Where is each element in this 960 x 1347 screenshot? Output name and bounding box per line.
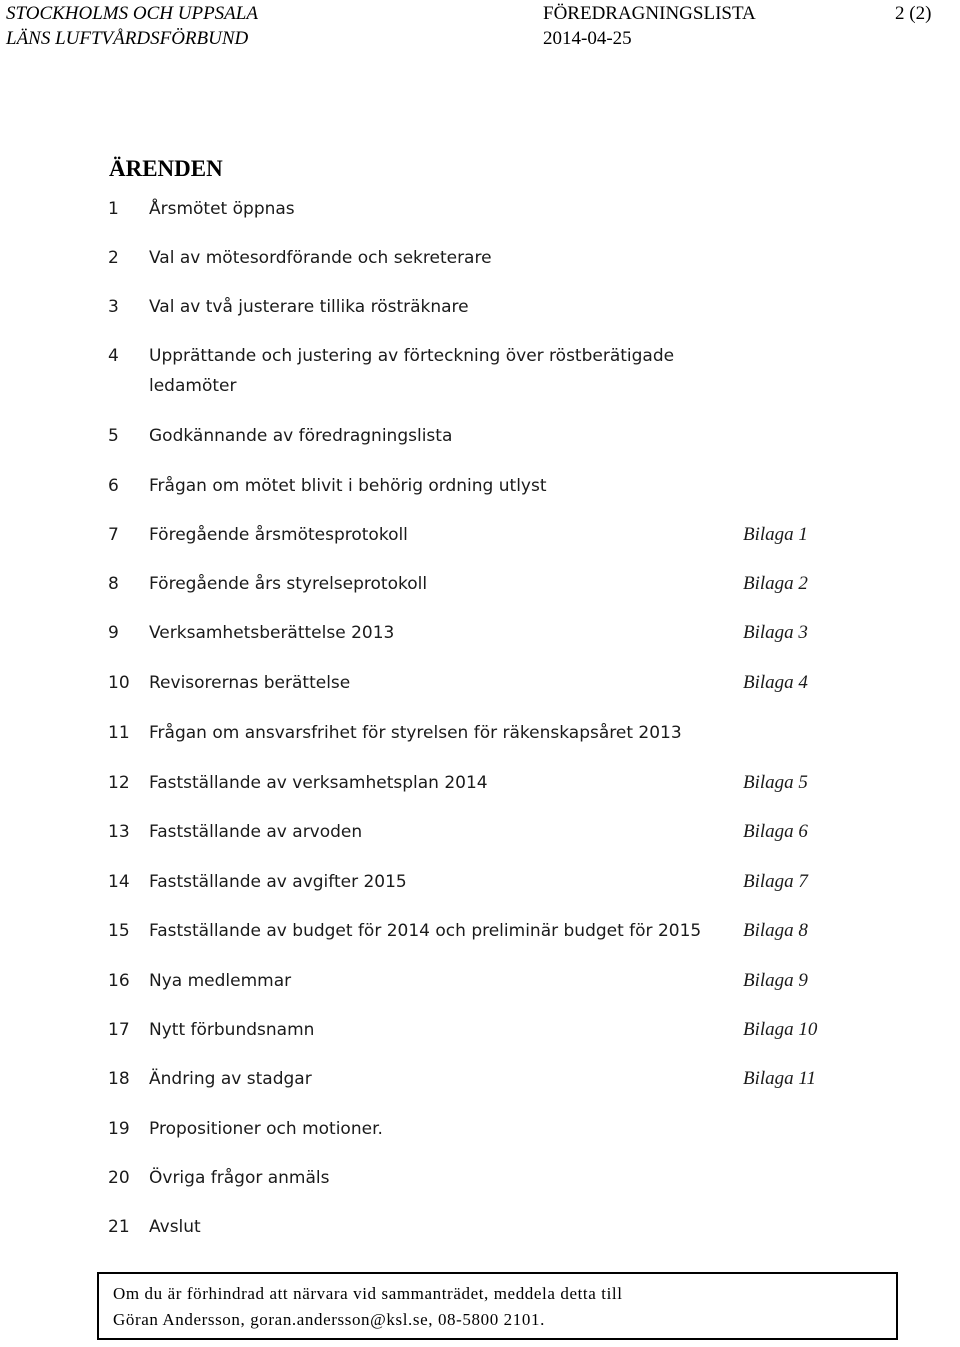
agenda-item-title: Övriga frågor anmäls — [149, 1168, 330, 1188]
agenda-item — [0, 421, 960, 451]
agenda-item-number: 16 — [108, 971, 130, 991]
agenda-item-title: Föregående års styrelseprotokoll — [149, 574, 428, 594]
agenda-item-title: Fastställande av budget för 2014 och preliminär budget för 2015 — [149, 921, 702, 941]
agenda-item-attachment: Bilaga 3 — [743, 622, 808, 643]
agenda-item-title: Fastställande av arvoden — [149, 822, 363, 842]
agenda-item-number: 11 — [108, 723, 130, 743]
agenda-item-title: Frågan om mötet blivit i behörig ordning utlyst — [149, 476, 547, 496]
agenda-item-title: Verksamhetsberättelse 2013 — [149, 623, 395, 643]
agenda-item-number: 2 — [108, 248, 119, 268]
agenda-item-attachment: Bilaga 5 — [743, 772, 808, 793]
agenda-item — [0, 768, 960, 798]
agenda-item — [0, 966, 960, 996]
org-name-line1: STOCKHOLMS OCH UPPSALA — [6, 3, 258, 24]
agenda-item-attachment: Bilaga 6 — [743, 821, 808, 842]
agenda-item-attachment: Bilaga 1 — [743, 524, 808, 545]
agenda-item-title: Föregående årsmötesprotokoll — [149, 525, 408, 545]
agenda-item-title: Godkännande av föredragningslista — [149, 426, 453, 446]
agenda-item-title: Fastställande av avgifter 2015 — [149, 872, 407, 892]
agenda-item-title: ledamöter — [149, 376, 237, 396]
agenda-item — [0, 916, 960, 946]
agenda-item-number: 6 — [108, 476, 119, 496]
org-name-line2: LÄNS LUFTVÅRDSFÖRBUND — [6, 28, 249, 49]
agenda-item-number: 1 — [108, 199, 119, 219]
agenda-item — [0, 292, 960, 322]
agenda-item-attachment: Bilaga 2 — [743, 573, 808, 594]
agenda-item-number: 5 — [108, 426, 119, 446]
agenda-item — [0, 718, 960, 748]
footer-note-box — [97, 1272, 898, 1340]
agenda-item-number: 17 — [108, 1020, 130, 1040]
agenda-item-attachment: Bilaga 8 — [743, 920, 808, 941]
agenda-item-number: 3 — [108, 297, 119, 317]
agenda-item-title: Ändring av stadgar — [149, 1069, 312, 1089]
agenda-item-title: Årsmötet öppnas — [149, 199, 295, 219]
agenda-item — [0, 194, 960, 224]
agenda-item-attachment: Bilaga 10 — [743, 1019, 818, 1040]
agenda-item-title: Frågan om ansvarsfrihet för styrelsen för räkenskapsåret 2013 — [149, 723, 682, 743]
agenda-item-attachment: Bilaga 7 — [743, 871, 808, 892]
agenda-item — [0, 867, 960, 897]
agenda-item — [0, 341, 960, 401]
agenda-item — [0, 1212, 960, 1242]
agenda-item-number: 20 — [108, 1168, 130, 1188]
agenda-item — [0, 618, 960, 648]
agenda-item-number: 9 — [108, 623, 119, 643]
agenda-item — [0, 1064, 960, 1094]
agenda-item — [0, 1015, 960, 1045]
section-heading: ÄRENDEN — [109, 156, 223, 181]
agenda-item-number: 13 — [108, 822, 130, 842]
agenda-item — [0, 817, 960, 847]
agenda-item-title: Nytt förbundsnamn — [149, 1020, 315, 1040]
agenda-item-number: 8 — [108, 574, 119, 594]
document-type: FÖREDRAGNINGSLISTA — [543, 3, 756, 24]
footer-note-line1: Om du är förhindrad att närvara vid sammanträdet, meddela detta till — [113, 1284, 623, 1303]
agenda-item-title: Upprättande och justering av förteckning över röstberätigade — [149, 346, 675, 366]
agenda-item — [0, 1163, 960, 1193]
agenda-item-number: 14 — [108, 872, 130, 892]
agenda-item-number: 18 — [108, 1069, 130, 1089]
agenda-item-title: Val av två justerare tillika rösträknare — [149, 297, 469, 317]
agenda-item-title: Avslut — [149, 1217, 201, 1237]
agenda-item-number: 4 — [108, 346, 119, 366]
agenda-item-number: 12 — [108, 773, 130, 793]
agenda-item — [0, 243, 960, 273]
agenda-item — [0, 668, 960, 698]
agenda-item-number: 10 — [108, 673, 130, 693]
agenda-item-title: Propositioner och motioner. — [149, 1119, 383, 1139]
agenda-item-number: 7 — [108, 525, 119, 545]
agenda-item-attachment: Bilaga 4 — [743, 672, 808, 693]
agenda-item-number: 15 — [108, 921, 130, 941]
agenda-item — [0, 520, 960, 550]
agenda-item-attachment: Bilaga 9 — [743, 970, 808, 991]
agenda-item-number: 21 — [108, 1217, 130, 1237]
agenda-item-attachment: Bilaga 11 — [743, 1068, 817, 1089]
agenda-item-title: Nya medlemmar — [149, 971, 292, 991]
footer-note-line2: Göran Andersson, goran.andersson@ksl.se, 08-5800 2101. — [113, 1310, 545, 1329]
document-date: 2014-04-25 — [543, 28, 632, 49]
agenda-item-title: Fastställande av verksamhetsplan 2014 — [149, 773, 488, 793]
agenda-item-title: Revisorernas berättelse — [149, 673, 351, 693]
agenda-item — [0, 1114, 960, 1144]
agenda-item — [0, 471, 960, 501]
agenda-item-number: 19 — [108, 1119, 130, 1139]
agenda-item — [0, 569, 960, 599]
agenda-item-title: Val av mötesordförande och sekreterare — [149, 248, 492, 268]
page-number: 2 (2) — [895, 3, 932, 24]
